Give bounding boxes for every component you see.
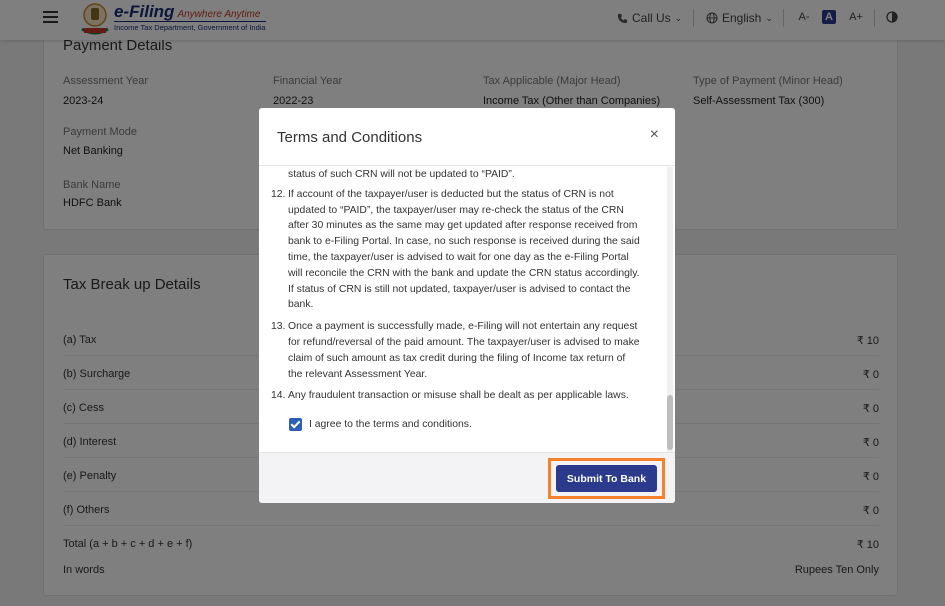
term-item	[271, 388, 641, 404]
term-number: 14.	[271, 390, 286, 402]
term-item	[271, 187, 641, 313]
term-text: Any fraudulent transaction or misuse shall be dealt as per applicable laws.	[288, 390, 629, 402]
agree-checkbox[interactable]	[289, 418, 302, 431]
terms-list	[271, 167, 641, 410]
term-tail: status of such CRN will not be updated to “PAID”.	[288, 169, 515, 180]
terms-modal	[259, 108, 675, 503]
submit-to-bank-button[interactable]: Submit To Bank	[556, 465, 657, 492]
terms-scroll-area[interactable]	[259, 167, 675, 452]
agree-label: I agree to the terms and conditions.	[309, 419, 472, 430]
term-item	[271, 319, 641, 382]
close-icon[interactable]: ×	[649, 126, 659, 143]
term-number: 12.	[271, 188, 286, 200]
scrollbar-thumb[interactable]	[667, 395, 673, 450]
modal-title: Terms and Conditions	[277, 129, 423, 146]
submit-highlight	[548, 458, 665, 499]
term-text: Once a payment is successfully made, e-Filing will not entertain any request for refund/reversal of the paid amount. The taxpayer/user is advised to make claim of such amount as tax credit during the filing of Income tax return of the relevant Assessment Year.	[288, 321, 640, 380]
agree-checkbox-row[interactable]	[289, 418, 472, 431]
modal-footer	[259, 452, 675, 503]
term-text: If account of the taxpayer/user is deducted but the status of CRN is not updated to “PAID”, the taxpayer/user may re-check the status of the CRN after 30 minutes as the same may get updated after response received from bank to e-Filing Portal. In case, no such response is received during the said time, the taxpayer/user is advised to wait for one day as the e-Filing Portal will reconcile the CRN with the bank and update the CRN status accordingly. If status of CRN is still not updated, taxpayer/user is advised to contact the bank.	[288, 188, 640, 311]
term-number: 13.	[271, 321, 286, 333]
modal-header	[259, 108, 675, 166]
